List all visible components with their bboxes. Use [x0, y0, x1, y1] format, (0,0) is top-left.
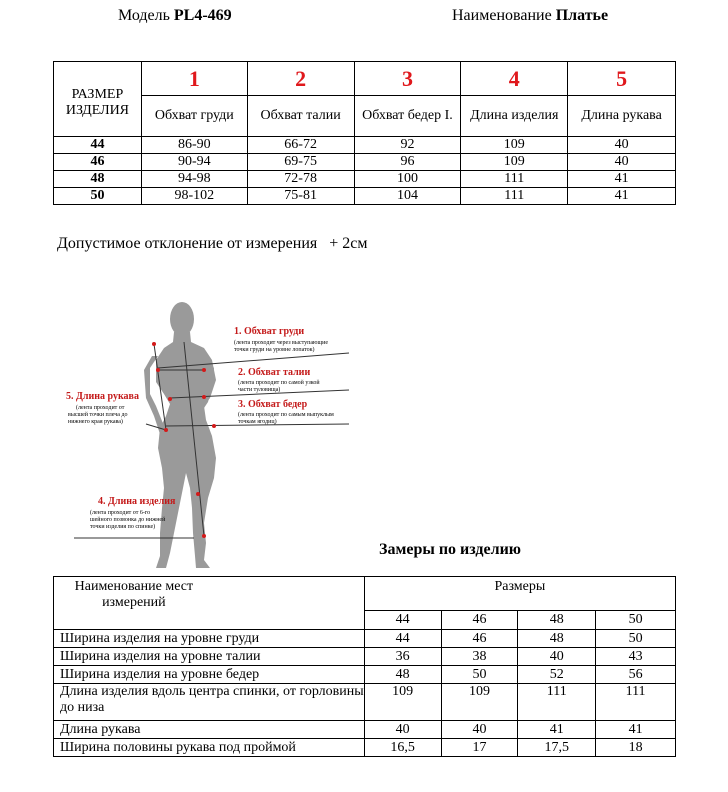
table-row: [54, 666, 676, 684]
column-number: 3: [354, 62, 461, 96]
measure-name: Длина изделия вдоль центра спинки, от горловины до низа: [54, 684, 365, 721]
figure-label-desc: части туловища): [238, 387, 281, 393]
value-cell: 48: [518, 630, 596, 648]
tolerance-note: Допустимое отклонение от измерения + 2см: [57, 235, 368, 252]
size-cell: 44: [54, 137, 142, 154]
value-cell: 46: [441, 630, 518, 648]
value-cell: 109: [461, 154, 568, 171]
value-cell: 38: [441, 648, 518, 666]
value-cell: 75-81: [247, 188, 354, 205]
value-cell: 90-94: [141, 154, 247, 171]
value-cell: 98-102: [141, 188, 247, 205]
value-cell: 50: [596, 630, 676, 648]
measure-name: Длина рукава: [54, 721, 365, 739]
column-label: Обхват талии: [247, 96, 354, 137]
figure-label-desc: (лента проходит по самой узкой: [238, 380, 320, 386]
value-cell: 41: [568, 171, 676, 188]
figure-label-desc: нижнего края рукава): [68, 419, 123, 425]
name-value: Платье: [555, 7, 609, 24]
value-cell: 111: [596, 684, 676, 721]
value-cell: 40: [568, 137, 676, 154]
column-label: Обхват груди: [141, 96, 247, 137]
figure-label-desc: (лента проходит через выступающие: [234, 340, 328, 346]
figure-label-desc: (лента проходит от 6-го: [90, 510, 151, 516]
model-value: PL4-469: [173, 7, 232, 24]
value-cell: 16,5: [364, 739, 441, 757]
model-header: [118, 7, 232, 25]
value-cell: 109: [461, 137, 568, 154]
value-cell: 44: [364, 630, 441, 648]
table-row: [54, 739, 676, 757]
value-cell: 36: [364, 648, 441, 666]
value-cell: 17,5: [518, 739, 596, 757]
value-cell: 66-72: [247, 137, 354, 154]
value-cell: 100: [354, 171, 461, 188]
figure-label-desc: точки изделия по спинке): [90, 524, 156, 530]
measure-name: Ширина изделия на уровне бедер: [54, 666, 365, 684]
table-row: [54, 171, 676, 188]
table-row: [54, 137, 676, 154]
value-cell: 109: [364, 684, 441, 721]
value-cell: 17: [441, 739, 518, 757]
figure-label-desc: точки груди на уровне лопаток): [234, 347, 315, 353]
table-row: [54, 648, 676, 666]
size-header-cell: 50: [596, 610, 676, 629]
table-row: [54, 684, 676, 721]
figure-label-desc: высшей точки плеча до: [68, 412, 128, 418]
table-row: [54, 154, 676, 171]
column-number: 4: [461, 62, 568, 96]
size-header-cell: 46: [441, 610, 518, 629]
value-cell: 41: [568, 188, 676, 205]
column-number: 2: [247, 62, 354, 96]
value-cell: 86-90: [141, 137, 247, 154]
garment-table: [53, 576, 676, 757]
value-cell: 43: [596, 648, 676, 666]
table-row: [54, 721, 676, 739]
garment-caption: Замеры по изделию: [379, 541, 522, 558]
sizes-header: Размеры: [364, 577, 675, 611]
figure-label-desc: (лента проходит по самым выпуклым: [238, 412, 334, 418]
column-label: Длина рукава: [568, 96, 676, 137]
value-cell: 40: [364, 721, 441, 739]
size-header-cell: 48: [518, 610, 596, 629]
size-table: [53, 61, 676, 205]
value-cell: 111: [461, 188, 568, 205]
value-cell: 41: [518, 721, 596, 739]
table-row: [54, 188, 676, 205]
figure-label-desc: шейного позвонка до нижней: [90, 517, 166, 523]
name-header: [452, 7, 608, 25]
value-cell: 40: [441, 721, 518, 739]
figure-label-desc: (лента проходит от: [76, 405, 125, 411]
size-cell: 50: [54, 188, 142, 205]
size-cell: 46: [54, 154, 142, 171]
measure-name: Ширина изделия на уровне талии: [54, 648, 365, 666]
value-cell: 111: [518, 684, 596, 721]
value-cell: 69-75: [247, 154, 354, 171]
column-label: Длина изделия: [461, 96, 568, 137]
value-cell: 52: [518, 666, 596, 684]
value-cell: 104: [354, 188, 461, 205]
value-cell: 72-78: [247, 171, 354, 188]
value-cell: 111: [461, 171, 568, 188]
value-cell: 40: [518, 648, 596, 666]
value-cell: 50: [441, 666, 518, 684]
size-cell: 48: [54, 171, 142, 188]
value-cell: 92: [354, 137, 461, 154]
figure-label-title: 5. Длина рукава: [66, 391, 139, 402]
value-cell: 56: [596, 666, 676, 684]
value-cell: 41: [596, 721, 676, 739]
measure-name: Ширина половины рукава под проймой: [54, 739, 365, 757]
column-number: 5: [568, 62, 676, 96]
figure-label-title: 3. Обхват бедер: [238, 399, 308, 410]
size-header-cell: 44: [364, 610, 441, 629]
value-cell: 48: [364, 666, 441, 684]
measurement-figure: [54, 298, 364, 576]
table-row: [54, 630, 676, 648]
value-cell: 109: [441, 684, 518, 721]
column-label: Обхват бедер I.: [354, 96, 461, 137]
garment-corner-label: Наименование мест измерений: [74, 579, 194, 610]
value-cell: 18: [596, 739, 676, 757]
figure-label-desc: точкам ягодиц): [238, 419, 277, 425]
value-cell: 40: [568, 154, 676, 171]
model-label: Модель: [118, 7, 170, 24]
size-corner-cell: [54, 62, 142, 137]
column-number: 1: [141, 62, 247, 96]
measure-name: Ширина изделия на уровне груди: [54, 630, 365, 648]
name-label: Наименование: [452, 7, 552, 24]
figure-label-title: 2. Обхват талии: [238, 367, 311, 378]
size-corner-label: РАЗМЕР ИЗДЕЛИЯ: [65, 87, 130, 118]
value-cell: 94-98: [141, 171, 247, 188]
garment-corner-cell: [54, 577, 365, 630]
figure-label-title: 4. Длина изделия: [98, 496, 176, 507]
value-cell: 96: [354, 154, 461, 171]
figure-label-title: 1. Обхват груди: [234, 326, 305, 337]
